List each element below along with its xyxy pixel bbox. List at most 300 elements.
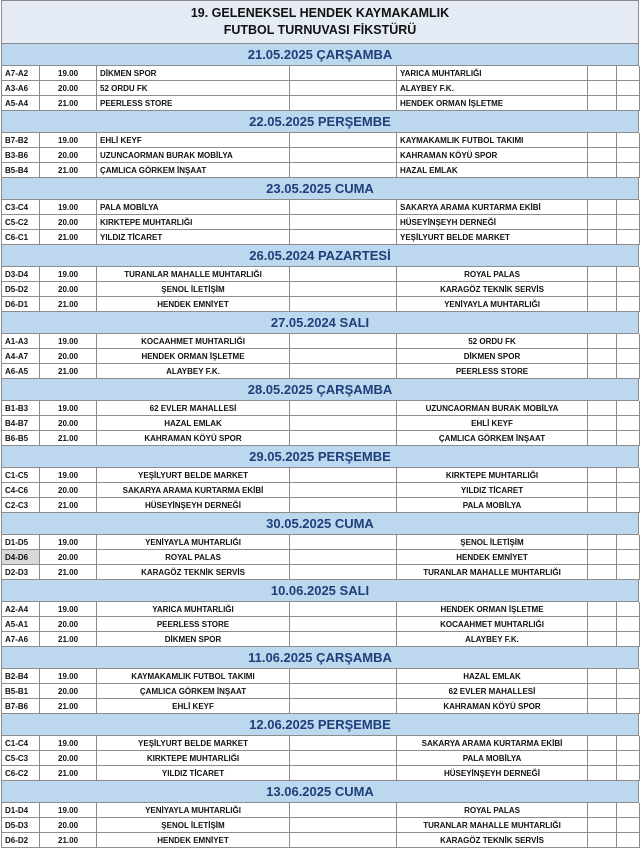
match-time-cell: 20.00: [40, 148, 97, 163]
match-time-cell: 21.00: [40, 431, 97, 446]
match-row: [1, 334, 639, 349]
home-score-cell: [290, 736, 397, 751]
match-time-cell: 19.00: [40, 133, 97, 148]
match-day-block: [1, 781, 639, 848]
match-time-cell: 21.00: [40, 565, 97, 580]
home-score-cell: [290, 96, 397, 111]
day-date-header: 26.05.2024 PAZARTESİ: [1, 245, 639, 267]
home-team-cell: YARICA MUHTARLIĞI: [97, 602, 290, 617]
home-team-cell: HÜSEYİNŞEYH DERNEĞİ: [97, 498, 290, 513]
home-score-cell: [290, 282, 397, 297]
match-code-cell: A4-A7: [2, 349, 40, 364]
home-team-cell: ŞENOL İLETİŞİM: [97, 282, 290, 297]
away-team-cell: EHLİ KEYF: [397, 416, 588, 431]
match-code-cell: C1-C5: [2, 468, 40, 483]
away-team-cell: PALA MOBİLYA: [397, 498, 588, 513]
match-code-cell: D5-D2: [2, 282, 40, 297]
match-time-cell: 19.00: [40, 736, 97, 751]
away-team-cell: HÜSEYİNŞEYH DERNEĞİ: [397, 215, 588, 230]
match-code-cell: C3-C4: [2, 200, 40, 215]
match-row: [1, 200, 639, 215]
away-team-cell: PEERLESS STORE: [397, 364, 588, 379]
away-score-cell: [588, 565, 617, 580]
away-score-cell: [588, 632, 617, 647]
match-time-cell: 19.00: [40, 535, 97, 550]
away-team-cell: KIRKTEPE MUHTARLIĞI: [397, 468, 588, 483]
match-time-cell: 19.00: [40, 267, 97, 282]
away-team-cell: HENDEK ORMAN İŞLETME: [397, 602, 588, 617]
home-team-cell: YILDIZ TİCARET: [97, 766, 290, 781]
home-team-cell: YENİYAYLA MUHTARLIĞI: [97, 535, 290, 550]
match-time-cell: 20.00: [40, 751, 97, 766]
home-team-cell: EHLİ KEYF: [97, 133, 290, 148]
match-row: [1, 684, 639, 699]
match-row: [1, 632, 639, 647]
match-time-cell: 21.00: [40, 230, 97, 245]
fixture-sheet: [1, 0, 639, 848]
away-score-cell: [588, 535, 617, 550]
home-score-cell: [290, 431, 397, 446]
home-team-cell: KAYMAKAMLIK FUTBOL TAKIMI: [97, 669, 290, 684]
match-time-cell: 20.00: [40, 282, 97, 297]
match-day-block: [1, 245, 639, 312]
home-score-cell: [290, 401, 397, 416]
match-time-cell: 21.00: [40, 297, 97, 312]
match-row: [1, 349, 639, 364]
match-code-cell: B6-B5: [2, 431, 40, 446]
away-score-cell: [588, 96, 617, 111]
match-code-cell: B5-B1: [2, 684, 40, 699]
match-time-cell: 21.00: [40, 96, 97, 111]
match-code-cell: D4-D6: [2, 550, 40, 565]
away-score-cell: [588, 81, 617, 96]
home-score-cell: [290, 565, 397, 580]
away-score-cell: [588, 401, 617, 416]
match-day-block: [1, 580, 639, 647]
extra-cell: [617, 163, 640, 178]
home-score-cell: [290, 297, 397, 312]
match-code-cell: B1-B3: [2, 401, 40, 416]
extra-cell: [617, 818, 640, 833]
match-row: [1, 699, 639, 714]
day-date-header: 22.05.2025 PERŞEMBE: [1, 111, 639, 133]
home-score-cell: [290, 416, 397, 431]
home-team-cell: HAZAL EMLAK: [97, 416, 290, 431]
extra-cell: [617, 535, 640, 550]
match-row: [1, 297, 639, 312]
match-time-cell: 20.00: [40, 81, 97, 96]
home-team-cell: KIRKTEPE MUHTARLIĞI: [97, 215, 290, 230]
home-score-cell: [290, 230, 397, 245]
away-score-cell: [588, 669, 617, 684]
extra-cell: [617, 66, 640, 81]
home-score-cell: [290, 751, 397, 766]
day-date-header: 12.06.2025 PERŞEMBE: [1, 714, 639, 736]
away-score-cell: [588, 230, 617, 245]
extra-cell: [617, 766, 640, 781]
match-time-cell: 19.00: [40, 200, 97, 215]
match-row: [1, 736, 639, 751]
home-score-cell: [290, 498, 397, 513]
day-date-header: 23.05.2025 CUMA: [1, 178, 639, 200]
home-score-cell: [290, 803, 397, 818]
match-row: [1, 483, 639, 498]
extra-cell: [617, 364, 640, 379]
match-row: [1, 803, 639, 818]
match-time-cell: 19.00: [40, 334, 97, 349]
extra-cell: [617, 267, 640, 282]
match-time-cell: 20.00: [40, 215, 97, 230]
away-team-cell: ALAYBEY F.K.: [397, 632, 588, 647]
extra-cell: [617, 81, 640, 96]
away-team-cell: ROYAL PALAS: [397, 267, 588, 282]
home-score-cell: [290, 766, 397, 781]
away-score-cell: [588, 148, 617, 163]
title-line-1: 19. GELENEKSEL HENDEK KAYMAKAMLIK: [190, 6, 450, 20]
match-row: [1, 282, 639, 297]
home-score-cell: [290, 66, 397, 81]
match-row: [1, 550, 639, 565]
away-team-cell: YILDIZ TİCARET: [397, 483, 588, 498]
home-score-cell: [290, 535, 397, 550]
away-team-cell: UZUNCAORMAN BURAK MOBİLYA: [397, 401, 588, 416]
match-row: [1, 66, 639, 81]
away-team-cell: KAHRAMAN KÖYÜ SPOR: [397, 148, 588, 163]
away-score-cell: [588, 282, 617, 297]
home-team-cell: ÇAMLICA GÖRKEM İNŞAAT: [97, 163, 290, 178]
home-score-cell: [290, 81, 397, 96]
extra-cell: [617, 632, 640, 647]
match-code-cell: C4-C6: [2, 483, 40, 498]
home-score-cell: [290, 669, 397, 684]
home-team-cell: ŞENOL İLETİŞİM: [97, 818, 290, 833]
extra-cell: [617, 602, 640, 617]
away-team-cell: HAZAL EMLAK: [397, 163, 588, 178]
match-time-cell: 21.00: [40, 163, 97, 178]
away-team-cell: TURANLAR MAHALLE MUHTARLIĞI: [397, 565, 588, 580]
match-code-cell: C5-C3: [2, 751, 40, 766]
away-score-cell: [588, 66, 617, 81]
home-team-cell: 52 ORDU FK: [97, 81, 290, 96]
match-row: [1, 468, 639, 483]
extra-cell: [617, 550, 640, 565]
day-date-header: 28.05.2025 ÇARŞAMBA: [1, 379, 639, 401]
day-date-header: 13.06.2025 CUMA: [1, 781, 639, 803]
match-time-cell: 19.00: [40, 803, 97, 818]
home-score-cell: [290, 364, 397, 379]
away-team-cell: SAKARYA ARAMA KURTARMA EKİBİ: [397, 200, 588, 215]
home-team-cell: PALA MOBİLYA: [97, 200, 290, 215]
match-code-cell: D2-D3: [2, 565, 40, 580]
home-team-cell: KAHRAMAN KÖYÜ SPOR: [97, 431, 290, 446]
match-row: [1, 751, 639, 766]
match-row: [1, 833, 639, 848]
match-row: [1, 416, 639, 431]
away-team-cell: KARAGÖZ TEKNİK SERVİS: [397, 833, 588, 848]
match-row: [1, 602, 639, 617]
away-score-cell: [588, 684, 617, 699]
extra-cell: [617, 200, 640, 215]
home-team-cell: HENDEK EMNİYET: [97, 297, 290, 312]
home-team-cell: HENDEK ORMAN İŞLETME: [97, 349, 290, 364]
home-team-cell: KARAGÖZ TEKNİK SERVİS: [97, 565, 290, 580]
extra-cell: [617, 468, 640, 483]
away-score-cell: [588, 215, 617, 230]
match-row: [1, 535, 639, 550]
day-date-header: 11.06.2025 ÇARŞAMBA: [1, 647, 639, 669]
match-time-cell: 19.00: [40, 602, 97, 617]
away-score-cell: [588, 468, 617, 483]
match-day-block: [1, 714, 639, 781]
away-team-cell: 62 EVLER MAHALLESİ: [397, 684, 588, 699]
match-row: [1, 230, 639, 245]
home-score-cell: [290, 163, 397, 178]
match-row: [1, 818, 639, 833]
away-score-cell: [588, 267, 617, 282]
match-code-cell: A7-A2: [2, 66, 40, 81]
match-row: [1, 133, 639, 148]
match-row: [1, 148, 639, 163]
match-time-cell: 21.00: [40, 632, 97, 647]
match-time-cell: 20.00: [40, 818, 97, 833]
away-team-cell: ŞENOL İLETİŞİM: [397, 535, 588, 550]
away-score-cell: [588, 736, 617, 751]
extra-cell: [617, 230, 640, 245]
away-score-cell: [588, 483, 617, 498]
match-day-block: [1, 111, 639, 178]
away-team-cell: KARAGÖZ TEKNİK SERVİS: [397, 282, 588, 297]
home-team-cell: SAKARYA ARAMA KURTARMA EKİBİ: [97, 483, 290, 498]
extra-cell: [617, 349, 640, 364]
extra-cell: [617, 669, 640, 684]
home-score-cell: [290, 602, 397, 617]
home-team-cell: YEŞİLYURT BELDE MARKET: [97, 736, 290, 751]
extra-cell: [617, 133, 640, 148]
match-time-cell: 20.00: [40, 349, 97, 364]
away-team-cell: 52 ORDU FK: [397, 334, 588, 349]
home-score-cell: [290, 699, 397, 714]
home-team-cell: HENDEK EMNİYET: [97, 833, 290, 848]
match-code-cell: D3-D4: [2, 267, 40, 282]
home-score-cell: [290, 617, 397, 632]
extra-cell: [617, 148, 640, 163]
home-team-cell: PEERLESS STORE: [97, 617, 290, 632]
match-time-cell: 20.00: [40, 416, 97, 431]
match-time-cell: 21.00: [40, 766, 97, 781]
extra-cell: [617, 483, 640, 498]
match-code-cell: B2-B4: [2, 669, 40, 684]
home-team-cell: DİKMEN SPOR: [97, 66, 290, 81]
home-score-cell: [290, 684, 397, 699]
match-row: [1, 401, 639, 416]
match-code-cell: A7-A6: [2, 632, 40, 647]
home-team-cell: YILDIZ TİCARET: [97, 230, 290, 245]
match-day-block: [1, 513, 639, 580]
home-team-cell: TURANLAR MAHALLE MUHTARLIĞI: [97, 267, 290, 282]
home-team-cell: ÇAMLICA GÖRKEM İNŞAAT: [97, 684, 290, 699]
away-score-cell: [588, 416, 617, 431]
home-team-cell: YEŞİLYURT BELDE MARKET: [97, 468, 290, 483]
match-time-cell: 19.00: [40, 66, 97, 81]
home-score-cell: [290, 200, 397, 215]
away-score-cell: [588, 498, 617, 513]
away-team-cell: SAKARYA ARAMA KURTARMA EKİBİ: [397, 736, 588, 751]
away-team-cell: YEŞİLYURT BELDE MARKET: [397, 230, 588, 245]
match-code-cell: A2-A4: [2, 602, 40, 617]
away-team-cell: ALAYBEY F.K.: [397, 81, 588, 96]
home-score-cell: [290, 833, 397, 848]
extra-cell: [617, 282, 640, 297]
match-code-cell: D1-D4: [2, 803, 40, 818]
match-time-cell: 21.00: [40, 364, 97, 379]
match-row: [1, 498, 639, 513]
extra-cell: [617, 751, 640, 766]
away-score-cell: [588, 699, 617, 714]
away-team-cell: HÜSEYİNŞEYH DERNEĞİ: [397, 766, 588, 781]
home-score-cell: [290, 632, 397, 647]
home-team-cell: UZUNCAORMAN BURAK MOBİLYA: [97, 148, 290, 163]
match-code-cell: B3-B6: [2, 148, 40, 163]
extra-cell: [617, 401, 640, 416]
match-time-cell: 20.00: [40, 684, 97, 699]
away-score-cell: [588, 349, 617, 364]
away-score-cell: [588, 163, 617, 178]
extra-cell: [617, 699, 640, 714]
match-day-block: [1, 647, 639, 714]
away-score-cell: [588, 766, 617, 781]
match-time-cell: 20.00: [40, 550, 97, 565]
extra-cell: [617, 431, 640, 446]
match-row: [1, 766, 639, 781]
day-date-header: 30.05.2025 CUMA: [1, 513, 639, 535]
match-row: [1, 163, 639, 178]
home-team-cell: 62 EVLER MAHALLESİ: [97, 401, 290, 416]
away-team-cell: HENDEK ORMAN İŞLETME: [397, 96, 588, 111]
match-day-block: [1, 312, 639, 379]
title-line-2: FUTBOL TURNUVASI FİKSTÜRÜ: [223, 23, 417, 37]
match-code-cell: D6-D2: [2, 833, 40, 848]
away-team-cell: KAHRAMAN KÖYÜ SPOR: [397, 699, 588, 714]
match-time-cell: 19.00: [40, 401, 97, 416]
away-score-cell: [588, 431, 617, 446]
match-code-cell: A3-A6: [2, 81, 40, 96]
home-score-cell: [290, 215, 397, 230]
match-row: [1, 565, 639, 580]
home-team-cell: DİKMEN SPOR: [97, 632, 290, 647]
match-code-cell: A6-A5: [2, 364, 40, 379]
away-score-cell: [588, 803, 617, 818]
home-team-cell: KOCAAHMET MUHTARLIĞI: [97, 334, 290, 349]
home-team-cell: ROYAL PALAS: [97, 550, 290, 565]
match-code-cell: D6-D1: [2, 297, 40, 312]
away-score-cell: [588, 751, 617, 766]
day-date-header: 27.05.2024 SALI: [1, 312, 639, 334]
away-team-cell: ÇAMLICA GÖRKEM İNŞAAT: [397, 431, 588, 446]
match-time-cell: 20.00: [40, 617, 97, 632]
match-row: [1, 96, 639, 111]
fixture-title: [1, 0, 639, 44]
home-team-cell: KIRKTEPE MUHTARLIĞI: [97, 751, 290, 766]
home-team-cell: EHLİ KEYF: [97, 699, 290, 714]
home-score-cell: [290, 349, 397, 364]
match-code-cell: B4-B7: [2, 416, 40, 431]
match-day-block: [1, 44, 639, 111]
match-time-cell: 19.00: [40, 468, 97, 483]
home-score-cell: [290, 818, 397, 833]
match-code-cell: C2-C3: [2, 498, 40, 513]
extra-cell: [617, 334, 640, 349]
home-score-cell: [290, 148, 397, 163]
away-team-cell: KOCAAHMET MUHTARLIĞI: [397, 617, 588, 632]
day-date-header: 29.05.2025 PERŞEMBE: [1, 446, 639, 468]
match-code-cell: A5-A1: [2, 617, 40, 632]
home-score-cell: [290, 483, 397, 498]
match-code-cell: C6-C1: [2, 230, 40, 245]
match-code-cell: C1-C4: [2, 736, 40, 751]
match-day-block: [1, 446, 639, 513]
extra-cell: [617, 684, 640, 699]
match-code-cell: A5-A4: [2, 96, 40, 111]
away-team-cell: HAZAL EMLAK: [397, 669, 588, 684]
home-team-cell: PEERLESS STORE: [97, 96, 290, 111]
match-time-cell: 21.00: [40, 699, 97, 714]
away-team-cell: TURANLAR MAHALLE MUHTARLIĞI: [397, 818, 588, 833]
away-team-cell: HENDEK EMNİYET: [397, 550, 588, 565]
away-team-cell: ROYAL PALAS: [397, 803, 588, 818]
home-score-cell: [290, 267, 397, 282]
extra-cell: [617, 736, 640, 751]
match-time-cell: 21.00: [40, 833, 97, 848]
home-score-cell: [290, 468, 397, 483]
match-row: [1, 431, 639, 446]
day-date-header: 10.06.2025 SALI: [1, 580, 639, 602]
match-code-cell: A1-A3: [2, 334, 40, 349]
home-score-cell: [290, 133, 397, 148]
match-day-block: [1, 178, 639, 245]
home-team-cell: ALAYBEY F.K.: [97, 364, 290, 379]
match-row: [1, 669, 639, 684]
match-code-cell: C5-C2: [2, 215, 40, 230]
match-code-cell: B7-B6: [2, 699, 40, 714]
extra-cell: [617, 617, 640, 632]
away-score-cell: [588, 334, 617, 349]
match-code-cell: B5-B4: [2, 163, 40, 178]
extra-cell: [617, 498, 640, 513]
extra-cell: [617, 416, 640, 431]
away-team-cell: DİKMEN SPOR: [397, 349, 588, 364]
match-row: [1, 364, 639, 379]
away-team-cell: YENİYAYLA MUHTARLIĞI: [397, 297, 588, 312]
away-team-cell: PALA MOBİLYA: [397, 751, 588, 766]
away-score-cell: [588, 602, 617, 617]
away-score-cell: [588, 297, 617, 312]
match-code-cell: D1-D5: [2, 535, 40, 550]
away-score-cell: [588, 818, 617, 833]
match-time-cell: 19.00: [40, 669, 97, 684]
away-team-cell: KAYMAKAMLIK FUTBOL TAKIMI: [397, 133, 588, 148]
away-team-cell: YARICA MUHTARLIĞI: [397, 66, 588, 81]
match-row: [1, 81, 639, 96]
match-code-cell: D5-D3: [2, 818, 40, 833]
home-score-cell: [290, 550, 397, 565]
match-days: [1, 44, 639, 848]
match-time-cell: 21.00: [40, 498, 97, 513]
away-score-cell: [588, 550, 617, 565]
match-code-cell: B7-B2: [2, 133, 40, 148]
extra-cell: [617, 565, 640, 580]
match-row: [1, 215, 639, 230]
home-score-cell: [290, 334, 397, 349]
